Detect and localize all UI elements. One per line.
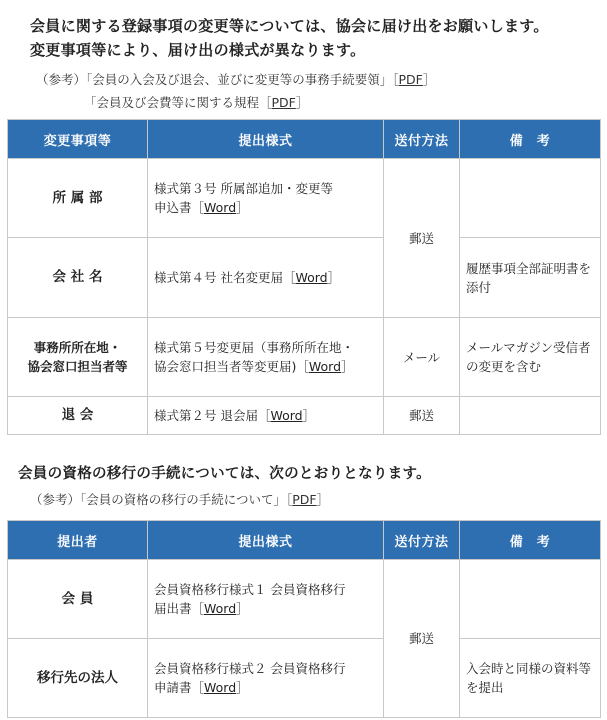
table-row bbox=[8, 238, 601, 318]
row-form bbox=[148, 639, 384, 718]
reference-1 bbox=[36, 70, 435, 90]
reference-2-text: 「会員及び会費等に関する規程［ bbox=[84, 95, 272, 110]
intro-line-2: 変更事項等により、届け出の様式が異なります。 bbox=[30, 41, 366, 59]
form-text-2: 申請書［ bbox=[154, 680, 205, 695]
table-row bbox=[8, 397, 601, 435]
form-text-line-2 bbox=[154, 357, 377, 376]
row-form bbox=[148, 397, 384, 435]
membership-transfer-table bbox=[7, 520, 601, 718]
form-text: 様式第４号 社名変更届［ bbox=[154, 270, 296, 285]
word-link[interactable]: Word bbox=[295, 270, 328, 285]
form-bracket: ］ bbox=[341, 359, 354, 374]
reference-3-text: （参考）「会員の資格の移行の手続について」［ bbox=[30, 492, 293, 507]
intro-line-1: 会員に関する登録事項の変更等については、協会に届け出をお願いします。 bbox=[30, 17, 549, 35]
header-remarks: 備 考 bbox=[460, 120, 601, 159]
row-category bbox=[8, 318, 148, 397]
category-line-1: 事務所所在地・ bbox=[33, 340, 122, 355]
table-row bbox=[8, 159, 601, 238]
table-row bbox=[8, 639, 601, 718]
header-method: 送付方法 bbox=[384, 521, 460, 560]
reference-2-close: ］ bbox=[295, 95, 309, 110]
change-procedures-table bbox=[7, 119, 601, 435]
pdf-link[interactable]: PDF bbox=[271, 95, 296, 110]
table-header-row bbox=[8, 521, 601, 560]
row-form bbox=[148, 159, 384, 238]
row-note bbox=[460, 560, 601, 639]
row-note: 履歴事項全部証明書を添付 bbox=[460, 238, 601, 318]
reference-1-close: ］ bbox=[422, 72, 436, 87]
form-bracket: ］ bbox=[236, 601, 249, 616]
form-bracket: ］ bbox=[327, 270, 341, 285]
form-text-2: 協会窓口担当者等変更届)［ bbox=[154, 359, 309, 374]
header-submitter: 提出者 bbox=[8, 521, 148, 560]
reference-3 bbox=[30, 490, 329, 510]
category-line-2: 協会窓口担当者等 bbox=[27, 359, 128, 374]
table-header-row bbox=[8, 120, 601, 159]
row-form bbox=[148, 318, 384, 397]
row-note bbox=[460, 159, 601, 238]
form-text-2: 申込書［ bbox=[154, 200, 205, 215]
form-text: 様式第５号変更届（事務所所在地・ bbox=[154, 340, 355, 355]
row-note: 入会時と同様の資料等を提出 bbox=[460, 639, 601, 718]
row-category: 会 社 名 bbox=[8, 238, 148, 318]
form-bracket: ］ bbox=[236, 200, 249, 215]
word-link[interactable]: Word bbox=[204, 680, 237, 695]
header-change-item: 変更事項等 bbox=[8, 120, 148, 159]
header-form: 提出様式 bbox=[148, 521, 384, 560]
intro-text bbox=[30, 14, 549, 62]
reference-3-close: ］ bbox=[316, 492, 330, 507]
word-link[interactable]: Word bbox=[308, 359, 342, 374]
form-text: 様式第３号 所属部追加・変更等 bbox=[154, 181, 333, 196]
reference-1-text: （参考）「会員の入会及び退会、並びに変更等の事務手続要領」［ bbox=[36, 72, 399, 87]
form-bracket: ］ bbox=[236, 680, 249, 695]
header-method: 送付方法 bbox=[384, 120, 460, 159]
row-note: メールマガジン受信者の変更を含む bbox=[460, 318, 601, 397]
row-category: 移行先の法人 bbox=[8, 639, 148, 718]
header-remarks: 備 考 bbox=[460, 521, 601, 560]
row-form bbox=[148, 238, 384, 318]
header-form: 提出様式 bbox=[148, 120, 384, 159]
form-text: 様式第２号 退会届［ bbox=[154, 408, 271, 423]
table-row bbox=[8, 560, 601, 639]
form-text-line-2 bbox=[154, 198, 377, 217]
row-note bbox=[460, 397, 601, 435]
row-method: メール bbox=[384, 318, 460, 397]
row-category: 所 属 部 bbox=[8, 159, 148, 238]
form-text-line-2 bbox=[154, 599, 377, 618]
form-text-line-2 bbox=[154, 678, 377, 697]
row-method: 郵送 bbox=[384, 159, 460, 318]
table-row bbox=[8, 318, 601, 397]
form-text: 会員資格移行様式２ 会員資格移行 bbox=[154, 661, 346, 676]
row-method: 郵送 bbox=[384, 560, 460, 718]
pdf-link[interactable]: PDF bbox=[398, 72, 423, 87]
section-2-title: 会員の資格の移行の手続については、次のとおりとなります。 bbox=[18, 466, 431, 482]
word-link[interactable]: Word bbox=[204, 200, 237, 215]
form-text-2: 届出書［ bbox=[154, 601, 205, 616]
word-link[interactable]: Word bbox=[270, 408, 303, 423]
pdf-link[interactable]: PDF bbox=[292, 492, 317, 507]
row-category: 退 会 bbox=[8, 397, 148, 435]
form-bracket: ］ bbox=[302, 408, 316, 423]
form-text: 会員資格移行様式１ 会員資格移行 bbox=[154, 582, 346, 597]
word-link[interactable]: Word bbox=[204, 601, 237, 616]
row-form bbox=[148, 560, 384, 639]
row-category: 会 員 bbox=[8, 560, 148, 639]
row-method: 郵送 bbox=[384, 397, 460, 435]
reference-2 bbox=[84, 93, 308, 113]
